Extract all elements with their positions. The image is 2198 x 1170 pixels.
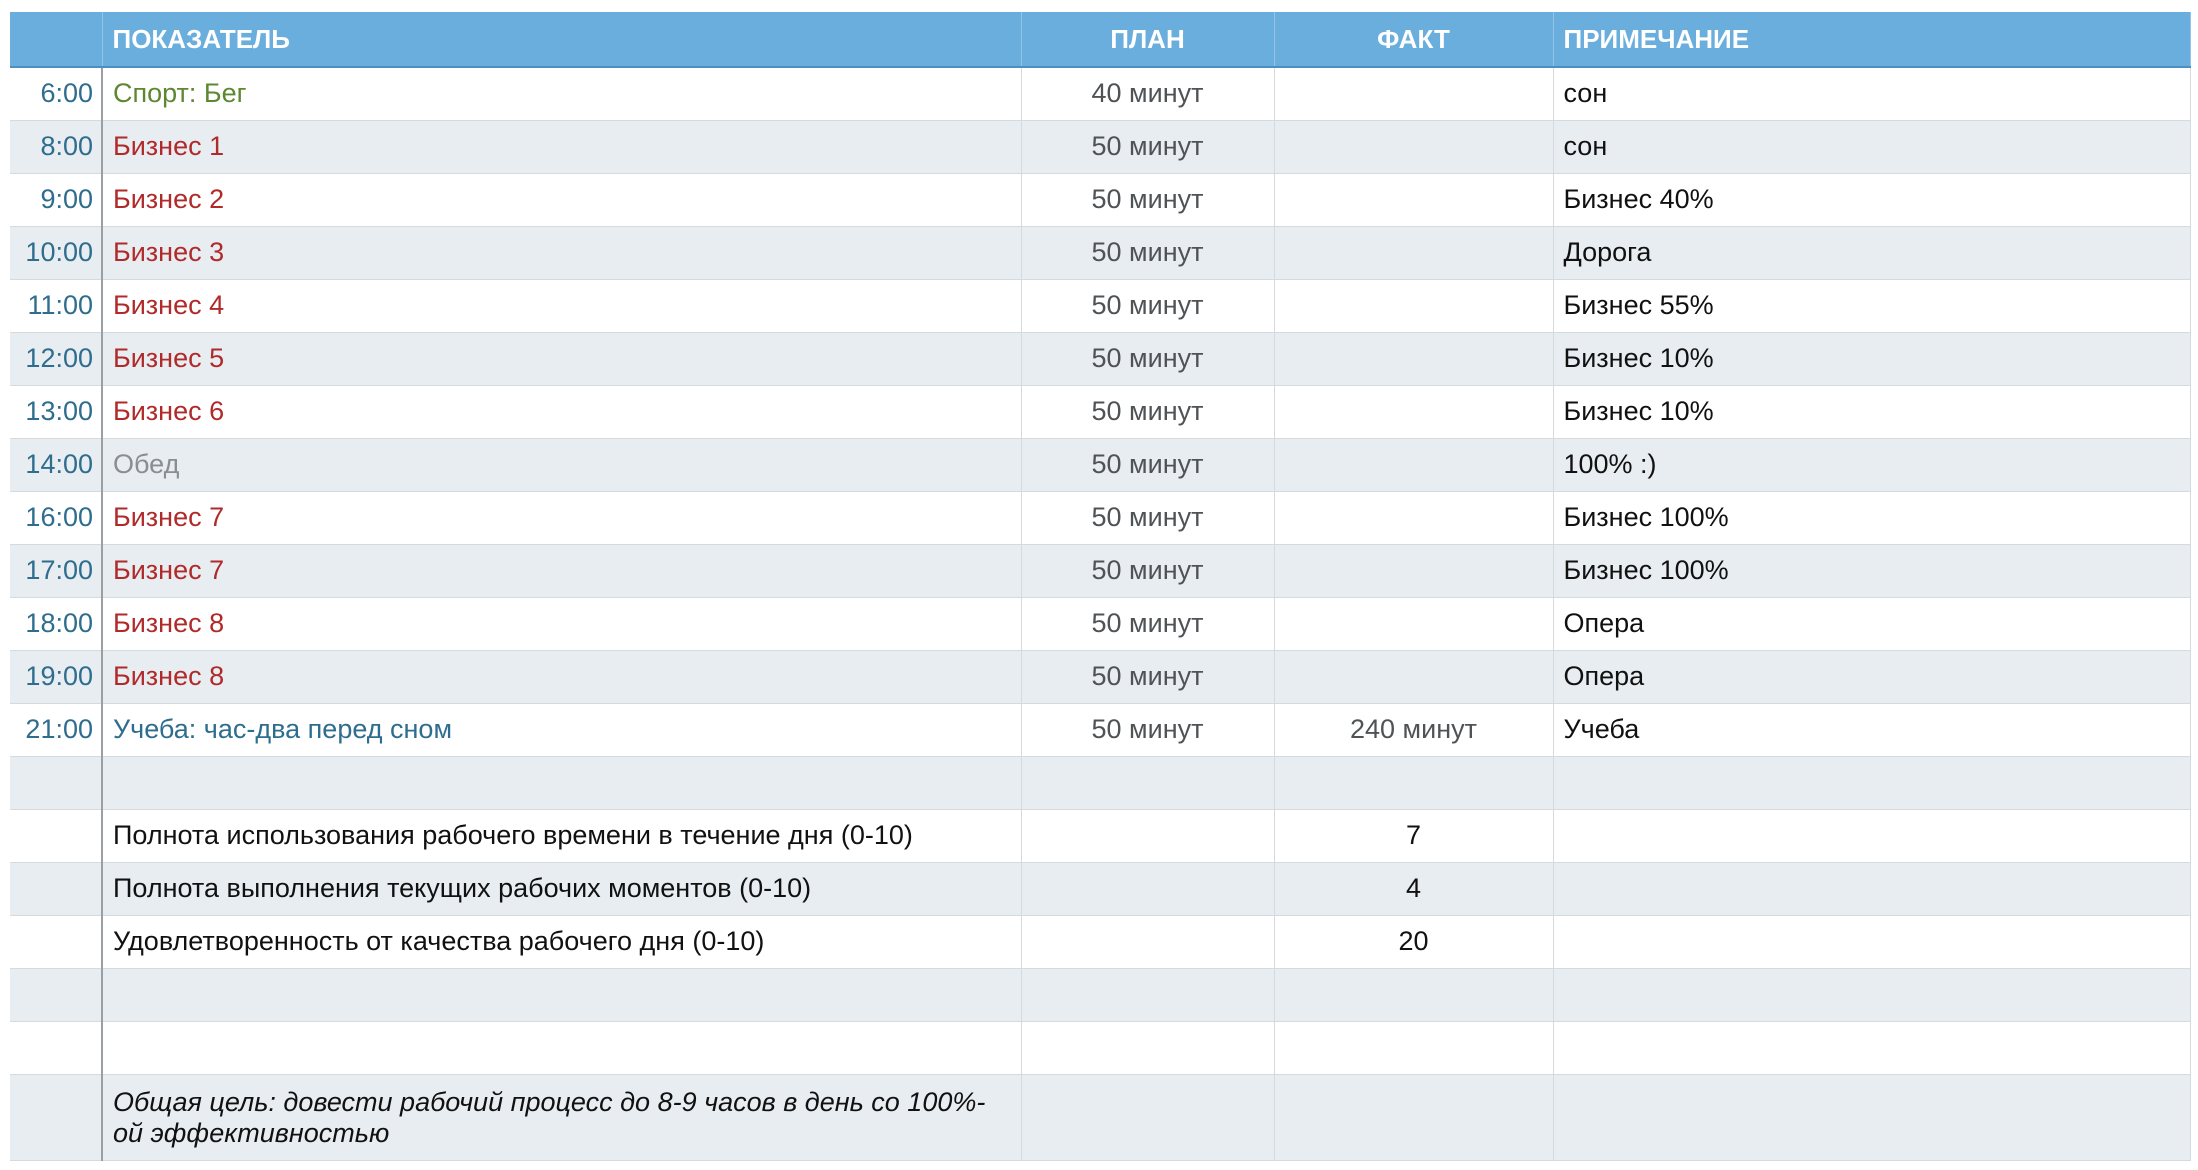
note-cell[interactable]: Опера bbox=[1553, 650, 2190, 703]
empty-cell[interactable] bbox=[1021, 915, 1274, 968]
table-row bbox=[10, 67, 2190, 120]
empty-row bbox=[10, 1021, 2190, 1074]
fact-cell[interactable]: 240 минут bbox=[1274, 703, 1553, 756]
indicator-cell[interactable]: Бизнес 3 bbox=[102, 226, 1021, 279]
empty-cell[interactable] bbox=[102, 968, 1021, 1021]
fact-cell[interactable] bbox=[1274, 67, 1553, 120]
metric-label[interactable]: Удовлетворенность от качества рабочего дня (0-10) bbox=[102, 915, 1021, 968]
note-cell[interactable]: Бизнес 10% bbox=[1553, 385, 2190, 438]
indicator-cell[interactable]: Бизнес 6 bbox=[102, 385, 1021, 438]
empty-cell[interactable] bbox=[1021, 756, 1274, 809]
metric-value[interactable]: 20 bbox=[1274, 915, 1553, 968]
empty-cell[interactable] bbox=[10, 756, 102, 809]
note-cell[interactable]: 100% :) bbox=[1553, 438, 2190, 491]
header-time-cell[interactable] bbox=[10, 12, 102, 67]
time-cell[interactable]: 6:00 bbox=[10, 67, 102, 120]
empty-row bbox=[10, 756, 2190, 809]
fact-cell[interactable] bbox=[1274, 438, 1553, 491]
empty-cell[interactable] bbox=[1021, 968, 1274, 1021]
indicator-cell[interactable]: Бизнес 1 bbox=[102, 120, 1021, 173]
empty-cell[interactable] bbox=[10, 1021, 102, 1074]
fact-cell[interactable] bbox=[1274, 279, 1553, 332]
note-cell[interactable]: Бизнес 40% bbox=[1553, 173, 2190, 226]
empty-cell[interactable] bbox=[1553, 1074, 2190, 1160]
schedule-table bbox=[10, 12, 2191, 1161]
plan-cell[interactable]: 50 минут bbox=[1021, 703, 1274, 756]
header-fact[interactable]: ФАКТ bbox=[1274, 12, 1553, 67]
table-row bbox=[10, 173, 2190, 226]
metric-value[interactable]: 7 bbox=[1274, 809, 1553, 862]
plan-cell[interactable]: 50 минут bbox=[1021, 226, 1274, 279]
plan-cell[interactable]: 50 минут bbox=[1021, 279, 1274, 332]
time-cell[interactable]: 13:00 bbox=[10, 385, 102, 438]
plan-cell[interactable]: 50 минут bbox=[1021, 491, 1274, 544]
empty-cell[interactable] bbox=[1274, 1021, 1553, 1074]
indicator-cell[interactable]: Учеба: час-два перед сном bbox=[102, 703, 1021, 756]
note-cell[interactable]: сон bbox=[1553, 67, 2190, 120]
fact-cell[interactable] bbox=[1274, 120, 1553, 173]
table-row bbox=[10, 597, 2190, 650]
table-row bbox=[10, 650, 2190, 703]
header-plan[interactable]: ПЛАН bbox=[1021, 12, 1274, 67]
time-cell[interactable]: 17:00 bbox=[10, 544, 102, 597]
indicator-cell[interactable]: Обед bbox=[102, 438, 1021, 491]
empty-cell[interactable] bbox=[1553, 756, 2190, 809]
empty-cell[interactable] bbox=[10, 862, 102, 915]
plan-cell[interactable]: 50 минут bbox=[1021, 385, 1274, 438]
metric-row bbox=[10, 915, 2190, 968]
metric-label[interactable]: Полнота выполнения текущих рабочих моментов (0-10) bbox=[102, 862, 1021, 915]
time-cell[interactable]: 11:00 bbox=[10, 279, 102, 332]
plan-cell[interactable]: 50 минут bbox=[1021, 544, 1274, 597]
table-row bbox=[10, 226, 2190, 279]
table-row bbox=[10, 438, 2190, 491]
time-cell[interactable]: 14:00 bbox=[10, 438, 102, 491]
empty-cell[interactable] bbox=[1021, 809, 1274, 862]
empty-cell[interactable] bbox=[10, 1074, 102, 1160]
table-row bbox=[10, 385, 2190, 438]
indicator-cell[interactable]: Бизнес 8 bbox=[102, 650, 1021, 703]
schedule-spreadsheet bbox=[10, 12, 2190, 1162]
plan-cell[interactable]: 50 минут bbox=[1021, 438, 1274, 491]
metric-row bbox=[10, 862, 2190, 915]
header-indicator[interactable]: ПОКАЗАТЕЛЬ bbox=[102, 12, 1021, 67]
time-cell[interactable]: 21:00 bbox=[10, 703, 102, 756]
indicator-cell[interactable]: Бизнес 7 bbox=[102, 544, 1021, 597]
time-cell[interactable]: 19:00 bbox=[10, 650, 102, 703]
empty-cell[interactable] bbox=[1021, 1074, 1274, 1160]
goal-row bbox=[10, 1074, 2190, 1160]
fact-cell[interactable] bbox=[1274, 226, 1553, 279]
indicator-cell[interactable]: Бизнес 7 bbox=[102, 491, 1021, 544]
header-note[interactable]: ПРИМЕЧАНИЕ bbox=[1553, 12, 2190, 67]
time-cell[interactable]: 12:00 bbox=[10, 332, 102, 385]
time-cell[interactable]: 16:00 bbox=[10, 491, 102, 544]
note-cell[interactable]: Дорога bbox=[1553, 226, 2190, 279]
indicator-cell[interactable]: Спорт: Бег bbox=[102, 67, 1021, 120]
indicator-cell[interactable]: Бизнес 5 bbox=[102, 332, 1021, 385]
plan-cell[interactable]: 50 минут bbox=[1021, 120, 1274, 173]
time-cell[interactable]: 18:00 bbox=[10, 597, 102, 650]
empty-row bbox=[10, 968, 2190, 1021]
table-row bbox=[10, 703, 2190, 756]
empty-cell[interactable] bbox=[1553, 968, 2190, 1021]
empty-cell[interactable] bbox=[1021, 862, 1274, 915]
empty-cell[interactable] bbox=[10, 809, 102, 862]
indicator-cell[interactable]: Бизнес 2 bbox=[102, 173, 1021, 226]
note-cell[interactable]: Учеба bbox=[1553, 703, 2190, 756]
plan-cell[interactable]: 50 минут bbox=[1021, 332, 1274, 385]
empty-cell[interactable] bbox=[1553, 1021, 2190, 1074]
metric-row bbox=[10, 809, 2190, 862]
empty-cell[interactable] bbox=[102, 1021, 1021, 1074]
plan-cell[interactable]: 50 минут bbox=[1021, 650, 1274, 703]
metric-label[interactable]: Полнота использования рабочего времени в течение дня (0-10) bbox=[102, 809, 1021, 862]
goal-text[interactable]: Общая цель: довести рабочий процесс до 8-9 часов в день со 100%-ой эффективностью bbox=[102, 1074, 1021, 1160]
fact-cell[interactable] bbox=[1274, 544, 1553, 597]
empty-cell[interactable] bbox=[1021, 1021, 1274, 1074]
table-row bbox=[10, 120, 2190, 173]
note-cell[interactable]: Бизнес 100% bbox=[1553, 544, 2190, 597]
note-cell[interactable]: Бизнес 10% bbox=[1553, 332, 2190, 385]
note-cell[interactable]: Бизнес 100% bbox=[1553, 491, 2190, 544]
fact-cell[interactable] bbox=[1274, 597, 1553, 650]
header-row bbox=[10, 12, 2190, 67]
empty-cell[interactable] bbox=[1553, 915, 2190, 968]
table-row bbox=[10, 491, 2190, 544]
plan-cell[interactable]: 50 минут bbox=[1021, 597, 1274, 650]
metric-value[interactable]: 4 bbox=[1274, 862, 1553, 915]
empty-cell[interactable] bbox=[1274, 1074, 1553, 1160]
fact-cell[interactable] bbox=[1274, 650, 1553, 703]
plan-cell[interactable]: 50 минут bbox=[1021, 173, 1274, 226]
empty-cell[interactable] bbox=[1274, 756, 1553, 809]
fact-cell[interactable] bbox=[1274, 332, 1553, 385]
fact-cell[interactable] bbox=[1274, 173, 1553, 226]
indicator-cell[interactable]: Бизнес 8 bbox=[102, 597, 1021, 650]
empty-cell[interactable] bbox=[1553, 809, 2190, 862]
time-cell[interactable]: 8:00 bbox=[10, 120, 102, 173]
note-cell[interactable]: Бизнес 55% bbox=[1553, 279, 2190, 332]
empty-cell[interactable] bbox=[10, 968, 102, 1021]
note-cell[interactable]: сон bbox=[1553, 120, 2190, 173]
empty-cell[interactable] bbox=[102, 756, 1021, 809]
empty-cell[interactable] bbox=[1553, 862, 2190, 915]
empty-cell[interactable] bbox=[1274, 968, 1553, 1021]
table-row bbox=[10, 332, 2190, 385]
plan-cell[interactable]: 40 минут bbox=[1021, 67, 1274, 120]
time-cell[interactable]: 9:00 bbox=[10, 173, 102, 226]
table-row bbox=[10, 279, 2190, 332]
table-row bbox=[10, 544, 2190, 597]
empty-cell[interactable] bbox=[10, 915, 102, 968]
indicator-cell[interactable]: Бизнес 4 bbox=[102, 279, 1021, 332]
note-cell[interactable]: Опера bbox=[1553, 597, 2190, 650]
fact-cell[interactable] bbox=[1274, 491, 1553, 544]
time-cell[interactable]: 10:00 bbox=[10, 226, 102, 279]
fact-cell[interactable] bbox=[1274, 385, 1553, 438]
